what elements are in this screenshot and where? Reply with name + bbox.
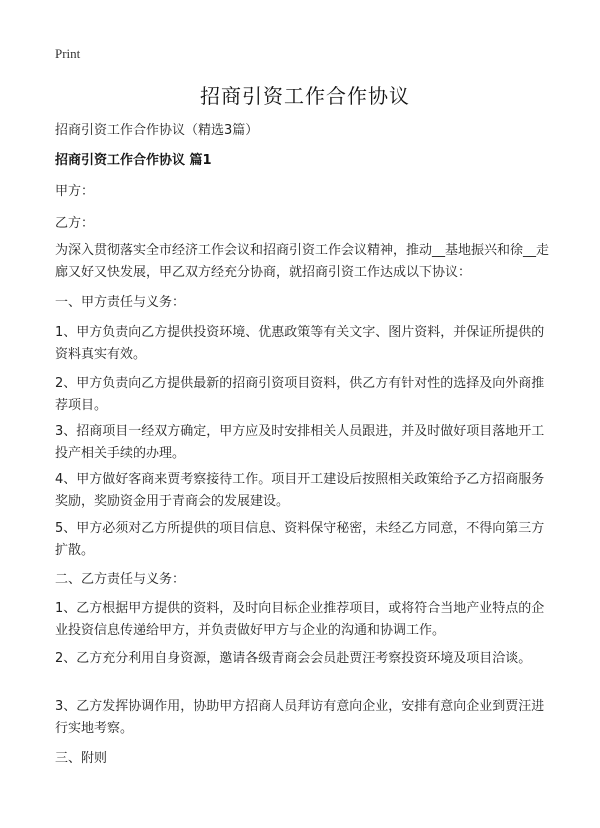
part2-heading: 二、乙方责任与义务： [55,572,186,587]
part1-item-5: 5、甲方必须对乙方所提供的项目信息、资料保守秘密，未经乙方同意，不得向第三方扩散。 [55,521,545,558]
print-link[interactable]: Print [55,46,81,61]
intro-paragraph: 为深入贯彻落实全市经济工作会议和招商引资工作会议精神，推动__基地振兴和徐__走廊又好又快发展，甲乙双方经充分协商，就招商引资工作达成以下协议： [55,243,550,280]
party-b: 乙方： [55,216,95,231]
section-heading: 招商引资工作合作协议 篇1 [55,153,212,168]
part2-item-3: 3、乙方发挥协调作用，协助甲方招商人员拜访有意向企业，安排有意向企业到贾汪进行实地考察。 [55,699,545,736]
part1-item-4: 4、甲方做好客商来贾考察接待工作。项目开工建设后按照相关政策给予乙方招商服务奖励，奖励资金用于青商会的发展建设。 [55,472,545,509]
part1-heading: 一、甲方责任与义务： [55,295,186,310]
part1-item-2: 2、甲方负责向乙方提供最新的招商引资项目资料，供乙方有针对性的选择及向外商推荐项目。 [55,376,545,413]
subtitle: 招商引资工作合作协议（精选3篇） [55,123,259,138]
party-a: 甲方： [55,184,95,199]
part2-item-2: 2、乙方充分利用自身资源，邀请各级青商会会员赴贾汪考察投资环境及项目洽谈。 [55,651,532,666]
part1-item-3: 3、招商项目一经双方确定，甲方应及时安排相关人员跟进，并及时做好项目落地开工投产相关手续的办理。 [55,424,545,461]
part3-heading: 三、附则 [55,751,108,766]
page-title: 招商引资工作合作协议 [200,84,410,108]
part2-item-1: 1、乙方根据甲方提供的资料，及时向目标企业推荐项目，或将符合当地产业特点的企业投资信息传递给甲方，并负责做好甲方与企业的沟通和协调工作。 [55,601,545,638]
part1-item-1: 1、甲方负责向乙方提供投资环境、优惠政策等有关文字、图片资料，并保证所提供的资料真实有效。 [55,325,545,362]
